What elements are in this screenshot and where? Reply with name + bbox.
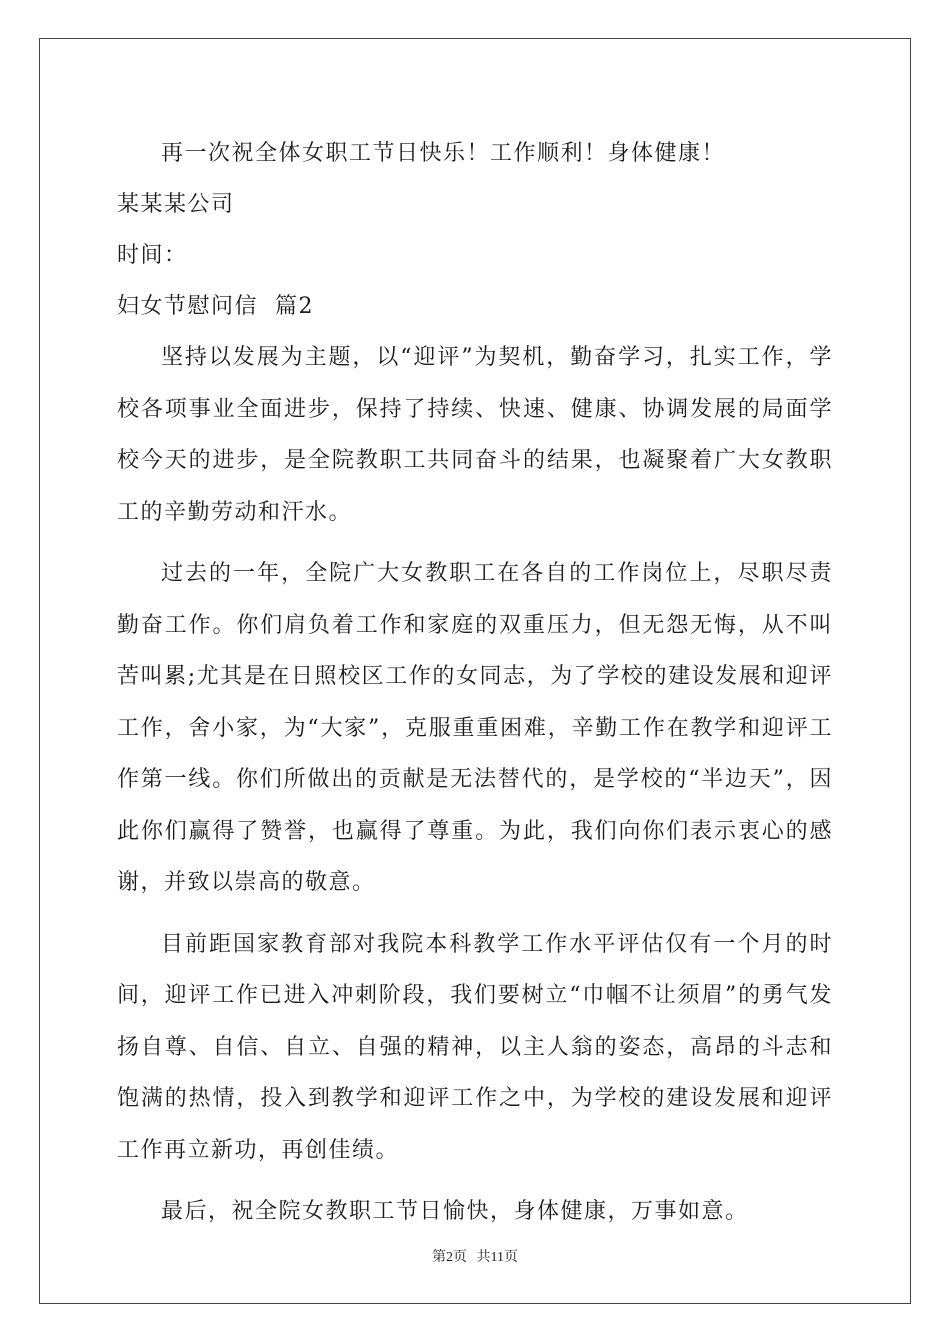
- signature-company: 某某某公司: [117, 192, 235, 217]
- document-body: [117, 128, 833, 1248]
- page-total: 共11页: [476, 1250, 518, 1265]
- paragraph: 坚持以发展为主题，以“迎评”为契机，勤奋学习，扎实工作，学校各项事业全面进步，保持了持续、快速、健康、协调发展的局面学校今天的进步，是全院教职工共同奋斗的结果，也凝聚着广大女教职工的辛勤劳动和汗水。: [117, 345, 833, 525]
- page-footer: [0, 1246, 950, 1266]
- section-title: 妇女节慰问信 篇2: [117, 294, 314, 319]
- page-number: 第2页: [432, 1250, 467, 1265]
- signature-time: 时间：: [117, 243, 188, 268]
- paragraph: 最后，祝全院女教职工节日愉快，身体健康，万事如意。: [161, 1199, 749, 1224]
- paragraph: 过去的一年，全院广大女教职工在各自的工作岗位上，尽职尽责勤奋工作。你们肩负着工作和家庭的双重压力，但无怨无悔，从不叫苦叫累;尤其是在日照校区工作的女同志，为了学校的建设发展和迎评工作，舍小家，为“大家”，克服重重困难，辛勤工作在教学和迎评工作第一线。你们所做出的贡献是无法替代的，是学校的“半边天”，因此你们赢得了赞誉，也赢得了尊重。为此，我们向你们表示衷心的感谢，并致以崇高的敬意。: [117, 561, 833, 895]
- paragraph: 目前距国家教育部对我院本科教学工作水平评估仅有一个月的时间，迎评工作已进入冲刺阶段，我们要树立“巾帼不让须眉”的勇气发扬自尊、自信、自立、自强的精神，以主人翁的姿态，高昂的斗志和饱满的热情，投入到教学和迎评工作之中，为学校的建设发展和迎评工作再立新功，再创佳绩。: [117, 931, 833, 1163]
- closing-wish: 再一次祝全体女职工节日快乐！工作顺利！身体健康！: [161, 141, 726, 166]
